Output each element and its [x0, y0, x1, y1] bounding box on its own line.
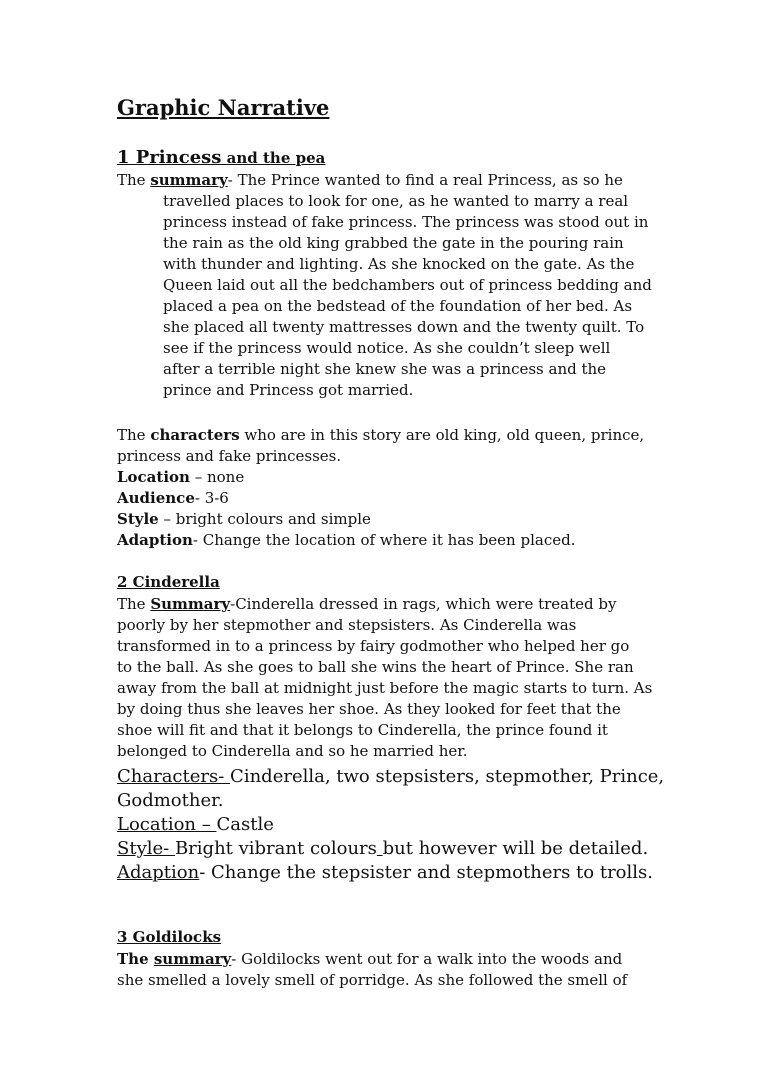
location-label: Location –: [117, 814, 217, 835]
adaption-label: Adaption: [117, 862, 200, 883]
summary-paragraph-goldilocks: [117, 949, 677, 991]
summary-line: poorly by her stepmother and stepsisters. As Cinderella was: [117, 616, 577, 634]
summary-line: the rain as the old king grabbed the gate in the pouring rain: [163, 234, 624, 252]
summary-line: Queen laid out all the bedchambers out of princess bedding and: [163, 276, 652, 294]
style-label: Style-: [117, 838, 175, 859]
summary-line: to the ball. As she goes to ball she wins the heart of Prince. She ran: [117, 658, 634, 676]
summary-line: travelled places to look for one, as he wanted to marry a real: [163, 192, 629, 210]
characters-text: princess and fake princesses.: [117, 447, 342, 465]
summary-line: see if the princess would notice. As she couldn’t sleep well: [163, 339, 611, 357]
adaption-label: Adaption: [117, 531, 193, 549]
section-heading-part-a: 1 Princess: [117, 147, 222, 168]
adaption-row: [117, 530, 677, 551]
characters-label: characters: [150, 426, 240, 444]
audience-label: Audience: [117, 489, 195, 507]
style-value: Bright vibrant colours: [174, 838, 377, 859]
location-label: Location: [117, 468, 190, 486]
location-value: Castle: [216, 814, 274, 835]
summary-line: princess instead of fake princess. The princess was stood out in: [163, 213, 649, 231]
summary-line: - The Prince wanted to find a real Princess, as so he: [227, 171, 623, 189]
style-value-rest: but however will be detailed.: [382, 838, 649, 859]
style-row: [117, 837, 677, 861]
summary-line: prince and Princess got married.: [163, 381, 414, 399]
adaption-value: - Change the stepsister and stepmothers to trolls.: [199, 862, 653, 883]
characters-prefix: The: [117, 426, 151, 444]
location-row: [117, 813, 677, 837]
section-heading-goldilocks: 3 Goldilocks: [117, 928, 222, 946]
summary-label: summary: [150, 171, 228, 189]
summary-prefix: The: [117, 595, 151, 613]
summary-line: by doing thus she leaves her shoe. As they looked for feet that the: [117, 700, 621, 718]
characters-label: Characters-: [117, 766, 231, 787]
summary-line: transformed in to a princess by fairy godmother who helped her go: [117, 637, 630, 655]
summary-line: shoe will fit and that it belongs to Cinderella, the prince found it: [117, 721, 608, 739]
summary-prefix: The: [117, 950, 154, 968]
characters-value: Cinderella, two stepsisters, stepmother, Prince,: [230, 766, 665, 787]
summary-line: - Goldilocks went out for a walk into the woods and: [231, 950, 623, 968]
summary-line: belonged to Cinderella and so he married her.: [117, 742, 468, 760]
details-list-cinderella: [117, 765, 677, 885]
section-heading-part-b: and the pea: [221, 149, 326, 167]
style-value: – bright colours and simple: [158, 510, 371, 528]
style-row: [117, 509, 677, 530]
summary-label: summary: [153, 950, 232, 968]
location-row: [117, 467, 677, 488]
summary-line: -Cinderella dressed in rags, which were treated by: [230, 595, 617, 613]
audience-row: [117, 488, 677, 509]
summary-line: after a terrible night she knew she was a princess and the: [163, 360, 607, 378]
adaption-row: [117, 861, 677, 885]
location-value: – none: [189, 468, 245, 486]
section-heading-cinderella: 2 Cinderella: [117, 573, 220, 591]
audience-value: - 3-6: [194, 489, 229, 507]
summary-line: away from the ball at midnight just before the magic starts to turn. As: [117, 679, 653, 697]
section-heading-princess: [117, 147, 677, 169]
style-label: Style: [117, 510, 159, 528]
summary-label: Summary: [150, 595, 231, 613]
page-title: Graphic Narrative: [117, 95, 330, 120]
summary-line: she smelled a lovely smell of porridge. As she followed the smell of: [117, 971, 628, 989]
adaption-value: - Change the location of where it has been placed.: [192, 531, 576, 549]
summary-line: she placed all twenty mattresses down and the twenty quilt. To: [163, 318, 645, 336]
summary-line: with thunder and lighting. As she knocked on the gate. As the: [163, 255, 635, 273]
characters-paragraph-princess: [117, 425, 677, 467]
summary-paragraph-cinderella: [117, 594, 677, 762]
characters-row: [117, 765, 677, 789]
summary-prefix: The: [117, 171, 151, 189]
details-list-princess: [117, 467, 677, 551]
characters-value-continued: Godmother.: [117, 790, 224, 811]
summary-paragraph-princess: [117, 170, 677, 401]
summary-line: placed a pea on the bedstead of the foundation of her bed. As: [163, 297, 633, 315]
characters-text: who are in this story are old king, old queen, prince,: [239, 426, 645, 444]
